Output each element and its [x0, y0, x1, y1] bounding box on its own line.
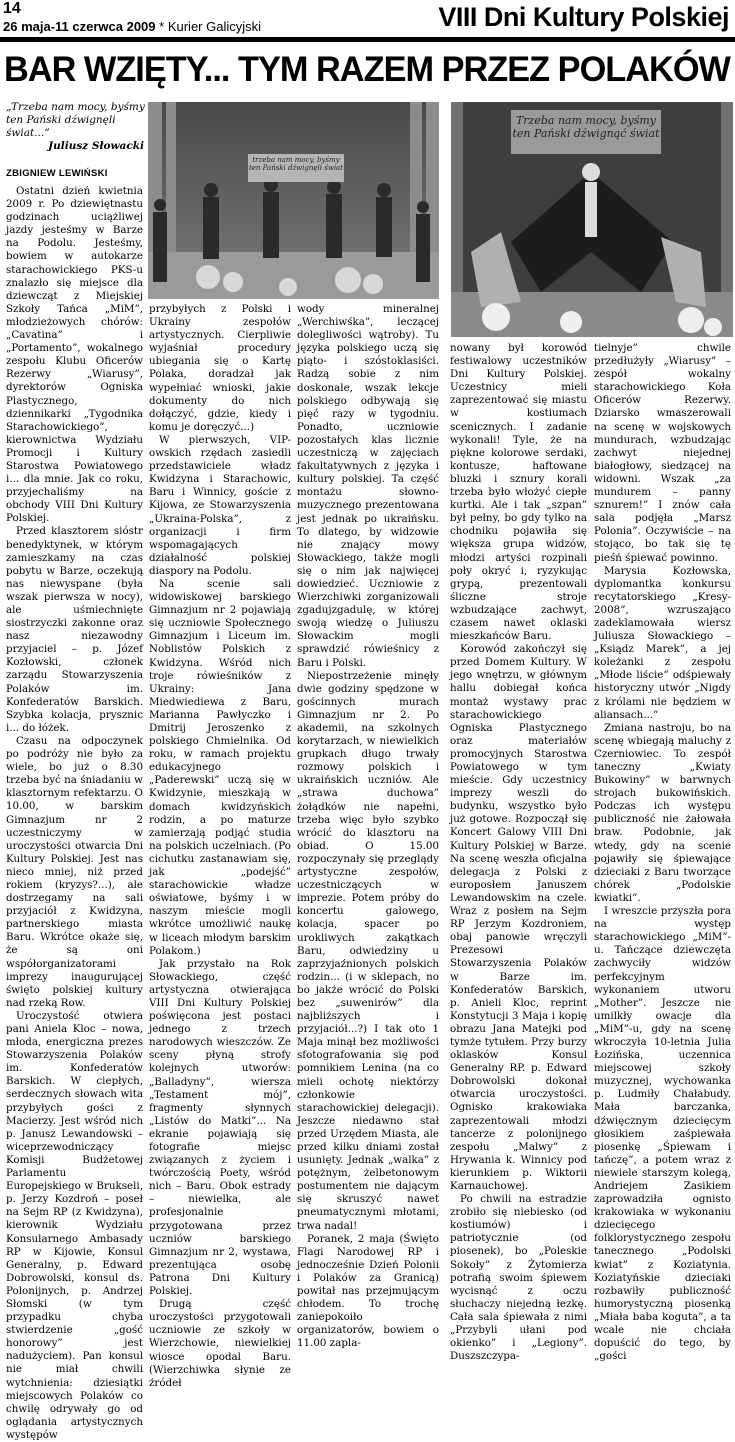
text-column-1	[6, 185, 143, 1441]
paragraph: Ostatni dzień kwietnia 2009 r. Po dziewiętnastu godzinach uciążliwej jazdy jesteśmy w Barze na Podolu. Jesteśmy, bowiem w autokarze starachowickiego PKS-u znalazło się miejsce dla dziewcząt z Miejskiej Szkoły Tańca „MiM”, młodzieżowych chórów: „Cavatina” i „Portamento”, wokalnego zespołu Klubu Oficerów Rezerwy „Wiarusy”, dyrektorów Ogniska Plastycznego, dziennikarki „Tygodnika Starachowickiego”, kierownictwa Wydziału Promocji i Kultury Starostwa Powiatowego i... dla mnie. Jak co roku, przyjechaliśmy na obchody VIII Dni Kultury Polskiej.	[6, 185, 143, 525]
text-column-4	[450, 342, 587, 1363]
stage-banner: trzeba nam mocy, byśmy ten Pański dźwignęli świat	[248, 154, 344, 182]
paragraph: W pierwszych, VIP-owskich rzędach zasiedli przedstawiciele władz Kwidzyna i Starachowic, Baru i Winnicy, goście z Kijowa, ze Stowarzyszenia „Ukraina-Polska”, z organizacji i firm wspomagających działalność polskiej diaspory na Podolu.	[149, 433, 291, 577]
paragraph: Marysia Kozłowska, dyplomantka konkursu recytatorskiego „Kresy-2008”, wzruszająco zadeklamowała wiersz Juliusza Słowackiego – „Ksiądz Marek”, a jej koleżanki z zespołu „Młode liście” odśpiewały historyczny utwór „Nigdy z królami nie będziem w aliansach...”	[594, 564, 731, 721]
stage-banner: Trzeba nam mocy, byśmy ten Pański dźwignąć świat	[511, 110, 661, 154]
issue-date-line	[3, 19, 261, 34]
paragraph: Korowód zakończył się przed Domem Kultury. W jego wnętrzu, w głównym hallu dobiegał końca montaż wystawy prac starachowickiego Ogniska Plastycznego oraz materiałów promocyjnych Starostwa Powiatowego w tym mieście. Gdy uczestnicy imprezy weszli do budynku, wszystko było już gotowe. Rozpoczął się Koncert Galowy VIII Dni Kultury Polskiej w Barze. Na scenę weszła oficjalna delegacja z Polski z europosłem Januszem Lewandowskim na czele. Wraz z posłem na Sejm RP Jerzym Kozdroniem, obaj panowie wręczyli Prezesowi Stowarzyszenia Polaków w Barze im. Konfederatów Barskich, p. Anieli Kloc, reprint Konstytucji 3 Maja i kopię obrazu Jana Matejki pod tymże tytułem. Przy burzy oklasków Konsul Generalny RP. p. Edward Dobrowolski dokonał otwarcia uroczystości. Ognisko krakowiaka zaprezentowali młodzi tancerze z polonijnego zespołu „Malwy” z Hrywania k. Winnicy pod kierunkiem p. Wiktorii Karnauchowej.	[450, 643, 587, 1192]
paragraph: Przed klasztorem sióstr benedyktynek, w którym zamieszkamy na czas pobytu w Barze, oczekują nas niewyspane (była wszak pierwsza w nocy), ale uśmiechnięte siostrzyczki zakonne oraz nasz niezawodny przyjaciel – p. Józef Kozłowski, członek zarządu Stowarzyszenia Polaków im. Konfederatów Barskich. Szybka kolacja, prysznic i... do łóżek.	[6, 525, 143, 734]
separator: *	[159, 19, 165, 34]
photo-dancers	[451, 102, 733, 337]
paragraph: Poranek, 2 maja (Święto Flagi Narodowej RP i jednocześnie Dzień Polonii i Polaków za Granicą) powitał nas przejmującym chłodem. To trochę zaniepokoiło organizatorów, bowiem o 11.00 zapla-	[297, 1232, 439, 1350]
paragraph: nowany był korowód festiwalowy uczestników Dni Kultury Polskiej. Uczestnicy mieli zaprezentować się miastu w kostiumach scenicznych. I zadanie wykonali! Tyle, że na piękne kolorowe serdaki, kontusze, haftowane bluzki i sznury korali trzeba było włożyć ciepłe kurtki. Ale i tak „szpan” był pełny, bo gdy tylko na chodniku pojawiła się większa grupa widzów, młodzi artyści rozpinali poły okryć i, ryzykując grypą, prezentowali śliczne stroje wzbudzające zachwyt, czasem nawet oklaski mieszkańców Baru.	[450, 342, 587, 643]
paragraph: Jak przystało na Rok Słowackiego, część artystyczna otwierająca VIII Dni Kultury Polskiej poświęcona jest postaci jednego z trzech narodowych wieszczów. Ze sceny płyną strofy kolejnych utworów: „Balladyny”, wiersza „Testament mój”, fragmenty słynnych „Listów do Matki”... Na ekranie pojawiają się fotografie miejsc związanych z życiem i twórczością Poety, wśród nich – Baru. Obok estrady – niewielka, ale profesjonalnie przygotowana przez uczniów barskiego Gimnazjum nr 2, wystawa, prezentująca osobę Patrona Dni Kultury Polskiej.	[149, 957, 291, 1298]
motto-author: Juliusz Słowacki	[48, 140, 144, 152]
paragraph: Uroczystość otwiera pani Aniela Kloc – nowa, młoda, energiczna prezes Stowarzyszenia Polaków im. Konfederatów Barskich. W ciepłych, serdecznych słowach wita przybyłych gości z Macierzy. Jest wśród nich p. Janusz Lewandowski – wiceprzewodniczący Komisji Budżetowej Parlamentu Europejskiego w Brukseli, p. Jerzy Kozdroń – poseł na Sejm RP (z Kwidzyna), kierownik Wydziału Konsularnego Ambasady RP w Kijowie, Konsul Generalny, p. Edward Dobrowolski, konsul ds. Polonijnych, p. Andrzej Słomski (w tym przypadku chyba stwierdzenie „gość honorowy” jest nadużyciem). Pan konsul nie miał chwili wytchnienia: dziesiątki miejscowych Polaków co chwilę odrywały go od oglądania artystycznych występów	[6, 1009, 143, 1441]
paragraph: tielnyje” chwile przedłużyły „Wiarusy” – zespół wokalny starachowickiego Koła Oficerów Rezerwy. Dziarsko wmaszerowali na scenę w wojskowych mundurach, wzbudzając zachwyt niejednej białogłowy, siedzącej na widowni. Wszak „za mundurem – panny sznurem!” I znów cała sala podjęła „Marsz Polonia”. Oczywiście – na stojąco, bo tak się tę pieśń śpiewać powinno.	[594, 342, 731, 564]
issue-date: 26 maja-11 czerwca 2009	[3, 19, 156, 34]
paragraph: Czasu na odpoczynek po podróży nie było za wiele, bo już o 8.30 trzeba być na śniadaniu w klasztornym refektarzu. O 10.00, w barskim Gimnazjum nr 2 uczestniczymy w uroczystości otwarcia Dni Kultury Polskiej. Jest nas nieco mniej, niż przed rokiem (kryzys?...), ale dostrzegamy na sali przyjaciół z Kwidzyna, partnerskiego miasta Baru. Wkrótce okaże się, że są oni współorganizatorami imprezy inaugurującej święto polskiej kultury nad rzeką Row.	[6, 734, 143, 1009]
paragraph: Zmiana nastroju, bo na scenę wbiegają maluchy z Czerniowiec. To zespół taneczny „Kwiaty Bukowiny” w barwnych strojach bukowińskich. Podczas ich występu publiczność nie żałowała braw. Podobnie, jak wtedy, gdy na scenie pojawiły się śpiewające dzieciaki z Baru tworzące chórek „Podolskie kwiatki”.	[594, 721, 731, 904]
byline: ZBIGNIEW LEWIŃSKI	[6, 168, 108, 179]
article-headline: BAR WZIĘTY... TYM RAZEM PRZEZ POLAKÓW	[4, 50, 730, 89]
paragraph: I wreszcie przyszła pora na występ starachowickiego „MiM”-u. Tańczące dziewczęta zachwyciły widzów perfekcyjnym wykonaniem utworu „Mother”. Jeszcze nie umilkły owacje dla „MiM”-u, gdy na scenę wkroczyła 10-letnia Julia Łozińska, uczennica miejscowej szkoły muzycznej, wychowanka p. Ludmiły Chałabudy. Mała barczanka, dźwięcznym dziecięcym głosikiem zaśpiewała piosenkę „Śpiewam i tańczę”, a potem wraz z niewiele starszym kolegą, Andriejem Zasikiem zaprowadziła ognisto krakowiaka w wykonaniu dziecięcego folklorystycznego zespołu tanecznego „Podolski kwiat” z Koziatynia. Koziatyńskie dzieciaki rozbawiły publiczność humorystyczną piosenką „Miała baba koguta”, a ta wcale nie chciała dopuścić do tego, by „gości	[594, 905, 731, 1363]
paragraph: Na scenie sali widowiskowej barskiego Gimnazjum nr 2 pojawiają się uczniowie Społecznego Gimnazjum i Liceum im. Noblistów Polskich z Kwidzyna. Wśród nich troje rówieśników z Ukrainy: Jana Miedwiediewa z Baru, Marianna Pawłyczko i Dmitrij Jeroszenko z polskiego Chmielnika. Od roku, w ramach projektu edukacyjnego „Paderewski” uczą się w Kwidzynie, mieszkają w domach kwidzyńskich rodzin, a po maturze zamierzają podjąć studia na polskich uczelniach. (Po cichutku zastanawiam się, jak „podejść” starachowickie władze oświatowe, byśmy i w naszym mieście mogli wkrótce umożliwić naukę w liceach młodym barskim Polakom.)	[149, 577, 291, 957]
motto: „Trzeba nam mocy, byśmy ten Pański dźwignęli świat...”	[6, 101, 145, 139]
text-column-3	[297, 303, 439, 1350]
photo-ceremony	[148, 102, 439, 299]
paragraph: wody mineralnej „Werchiwśka”, leczącej dolegliwości wątroby). Tu językа polskiego uczą się piąto- i szóstoklasiści. Radzą sobie z nim doskonale, wszak lekcje polskiego odbywają się pięć razy w tygodniu. Ponadto, uczniowie pozostałych klas licznie uczestniczą w zajęciach fakultatywnych z języka i kultury polskiej. Ta część montażu słowno-muzycznego prezentowana jest jednak po ukraińsku. To dlatego, by widzowie nie znający mowy Słowackiego, także mogli się o nim jak najwięcej dowiedzieć. Uczniowie z Wierzchiwki zorganizowali zgadujzgadulę, w której swoją wiedzę o Juliuszu Słowackim mogli sprawdzić rówieśnicy z Baru i Polski.	[297, 303, 439, 669]
section-title: VIII Dni Kultury Polskiej	[438, 2, 729, 32]
header-rule	[0, 37, 735, 42]
page-number: 14	[3, 0, 21, 17]
paragraph: Niepostrzeżenie minęły dwie godziny spędzone w gościnnych murach Gimnazjum nr 2. Po akademii, na szkolnych korytarzach, w niewielkich grupkach długo trwały rozmowy polskich i ukraińskich uczniów. Ale „strawa duchowa” żołądków nie napełni, trzeba więc było szybko wrócić do klasztoru na obiad. O 15.00 rozpoczynały się przeglądy artystyczne zespołów, uczestniczących w imprezie. Potem próby do koncertu galowego, kolacja, spacer po urokliwych zakątkach Baru, odwiedziny u zaprzyjaźnionych polskich rodzin... (i w sklepach, no bo jakże wrócić do Polski bez „suwenirów” dla najbliższych i przyjaciół...?) I tak oto 1 Maja minął bez możliwości sfotografowania się pod pomnikiem Lenina (na co mieli ochotę niektórzy członkowie starachowickiej delegacji). Jeszcze niedawno stał przed Urzędem Miasta, ale przed kilku dniami został usunięty. Jednak „walka” z potężnym, żelbetonowym postumentem nie dającym się skruszyć nawet pneumatycznymi młotami, trwa nadal!	[297, 669, 439, 1232]
text-column-2	[149, 303, 291, 1389]
paragraph: Po chwili na estradzie zrobiło się niebiesko (od kostiumów) i patriotycznie (od piosenek), bo „Poleskie Sokoły” z Żytomierza potrafią swoim śpiewem wycisnąć z oczu słuchaczy niejedną łezkę. Cała sala śpiewała z nimi „Przybyli ułani pod okienko” i „Legiony”. Duszszczypa-	[450, 1193, 587, 1363]
publication-name: Kurier Galicyjski	[167, 19, 262, 34]
paragraph: Drugą część uroczystości przygotowali uczniowie ze szkoły w Wierzchowie, niewielkiej wiosce opodal Baru. (Wierzchiwka słynie ze źródeł	[149, 1298, 291, 1389]
text-column-5	[594, 342, 731, 1363]
paragraph: przybyłych z Polski i Ukrainy zespołów artystycznych. Cierpliwie wyjaśniał procedury ubiegania się o Kartę Polaka, doradzał jak wypełniać wnioski, jakie dokumenty do nich dołączyć, gdzie, kiedy i komu je doręczyć...)	[149, 303, 291, 433]
